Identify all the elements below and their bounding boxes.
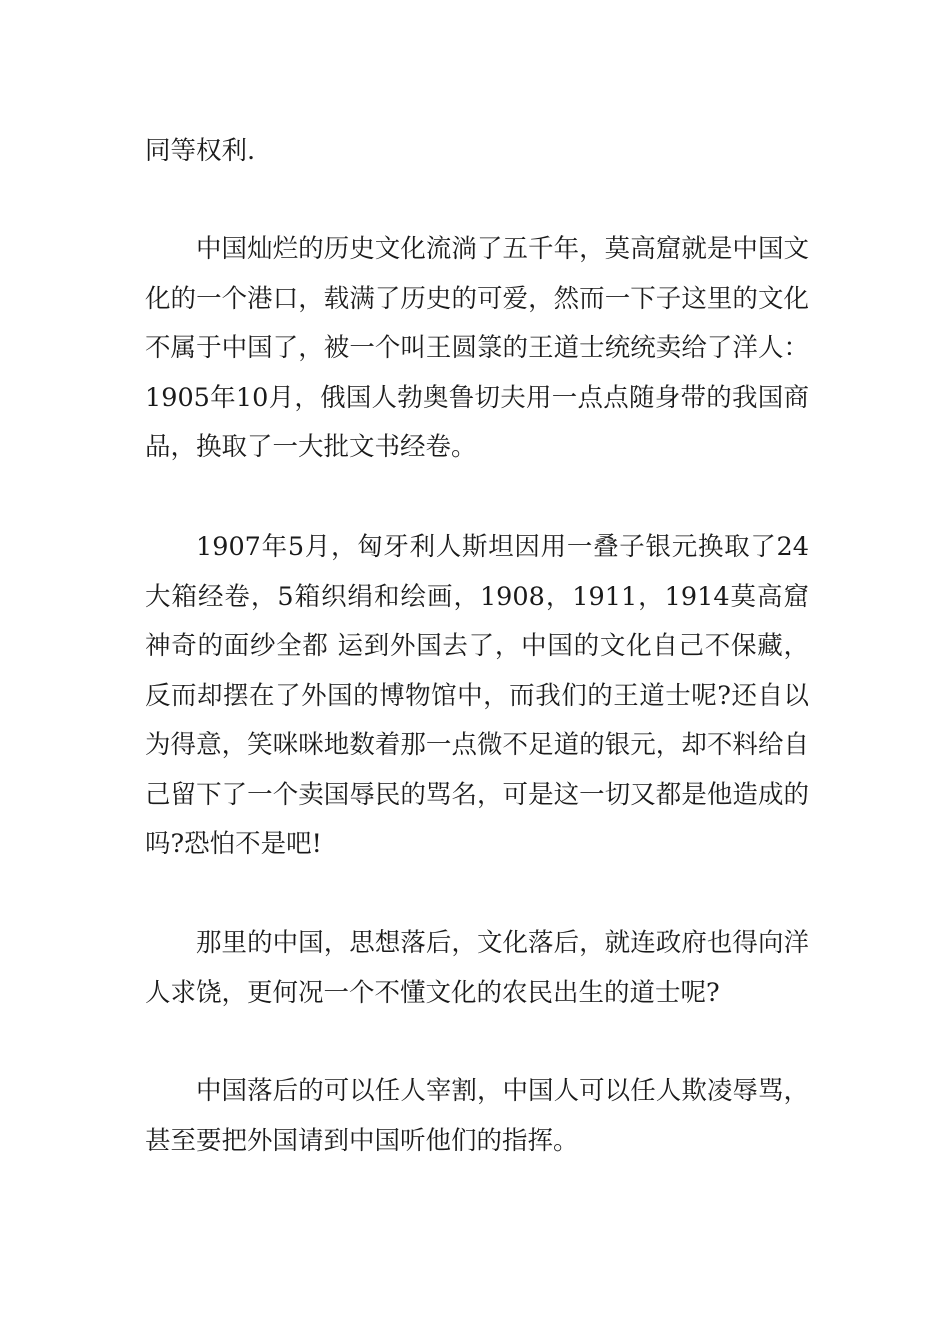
- paragraph-mogao-caves: 中国灿烂的历史文化流淌了五千年，莫高窟就是中国文化的一个港口，载满了历史的可爱，然而一下子这里的文化不属于中国了，被一个叫王圆箓的王道士统统卖给了洋人：1905年10月，俄国人勃奥鲁切夫用一点点随身带的我国商品，换取了一大批文书经卷。: [145, 234, 809, 462]
- paragraph-stein-1907: 1907年5月，匈牙利人斯坦因用一叠子银元换取了24大箱经卷，5箱织绢和绘画，1908，1911，1914莫高窟神奇的面纱全都 运到外国去了，中国的文化自己不保藏，反而却摆在了外国的博物馆中，而我们的王道士呢?还自以为得意，笑咪咪地数着那一点微不足道的银元，却不料给自己留下了一个卖国辱民的骂名，可是这一切又都是他造成的吗?恐怕不是吧!: [145, 532, 809, 859]
- paragraph-humiliation: 中国落后的可以任人宰割，中国人可以任人欺凌辱骂，甚至要把外国请到中国听他们的指挥。: [145, 1076, 809, 1156]
- paragraph-backward-china: 那里的中国，思想落后，文化落后，就连政府也得向洋人求饶，更何况一个不懂文化的农民出生的道士呢?: [145, 928, 809, 1008]
- paragraph-continuation: 同等权利.: [145, 136, 256, 166]
